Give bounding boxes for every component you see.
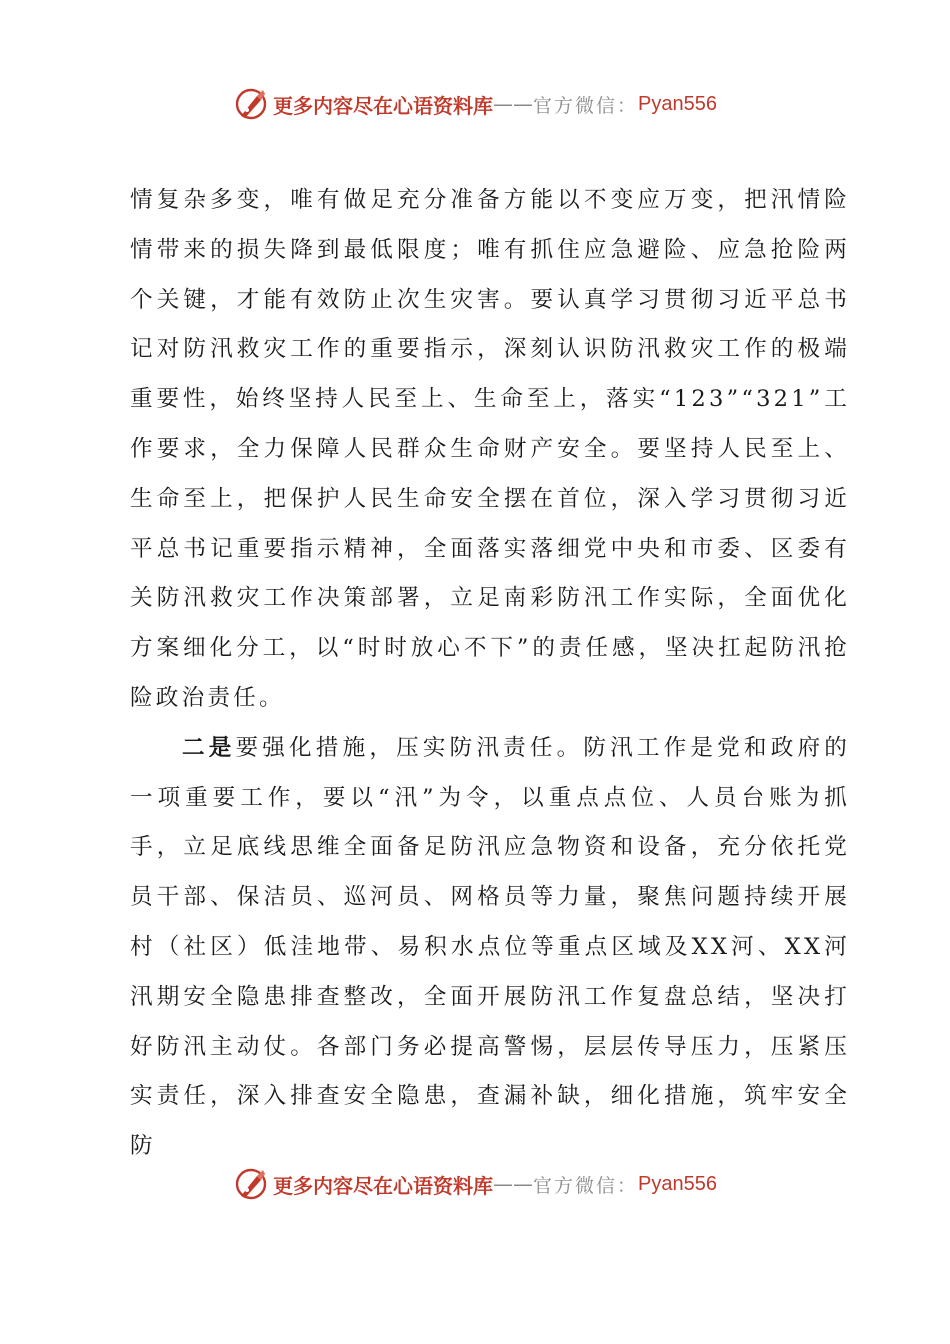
banner-brand: 更多内容尽在心语资料库 [273, 1173, 493, 1198]
header-banner [0, 84, 950, 124]
pen-logo-icon [233, 86, 269, 122]
pen-logo-icon [233, 1166, 269, 1202]
banner-wechat-label: 官方微信： [533, 94, 639, 117]
document-body [130, 176, 850, 1172]
banner-wechat-id: Pyan556 [638, 1172, 717, 1195]
banner-dash: —— [493, 1172, 533, 1196]
paragraph-2-text: 要强化措施，压实防汛责任。防汛工作是党和政府的一项重要工作，要以“汛”为令，以重点点位、人员台账为抓手，立足底线思维全面备足防汛应急物资和设备，充分依托党员干部、保洁员、巡河员、网格员等力量，聚焦问题持续开展村（社区）低洼地带、易积水点位等重点区域及XX河、XX河汛期安全隐患排查整改，全面开展防汛工作复盘总结，坚决打好防汛主动仗。各部门务必提高警惕，层层传导压力，压紧压实责任，深入排查安全隐患，查漏补缺，细化措施，筑牢安全防 [130, 734, 850, 1160]
banner-dash: —— [493, 92, 533, 116]
banner-brand: 更多内容尽在心语资料库 [273, 93, 493, 118]
paragraph-1-text: 情复杂多变，唯有做足充分准备方能以不变应万变，把汛情险情带来的损失降到最低限度；唯有抓住应急避险、应急抢险两个关键，才能有效防止次生灾害。要认真学习贯彻习近平总书记对防汛救灾工作的重要指示，深刻认识防汛救灾工作的极端重要性，始终坚持人民至上、生命至上，落实“123”“321”工作要求，全力保障人民群众生命财产安全。要坚持人民至上、生命至上，把保护人民生命安全摆在首位，深入学习贯彻习近平总书记重要指示精神，全面落实落细党中央和市委、区委有关防汛救灾工作决策部署，立足南彩防汛工作实际，全面优化方案细化分工，以“时时放心不下”的责任感，坚决扛起防汛抢险政治责任。 [130, 187, 850, 711]
paragraph-1 [130, 176, 850, 724]
footer-banner [0, 1164, 950, 1204]
banner-wechat-label: 官方微信： [533, 1174, 639, 1197]
paragraph-2-lead: 二是 [182, 734, 236, 761]
banner-wechat-id: Pyan556 [638, 92, 717, 115]
paragraph-2 [130, 724, 850, 1172]
